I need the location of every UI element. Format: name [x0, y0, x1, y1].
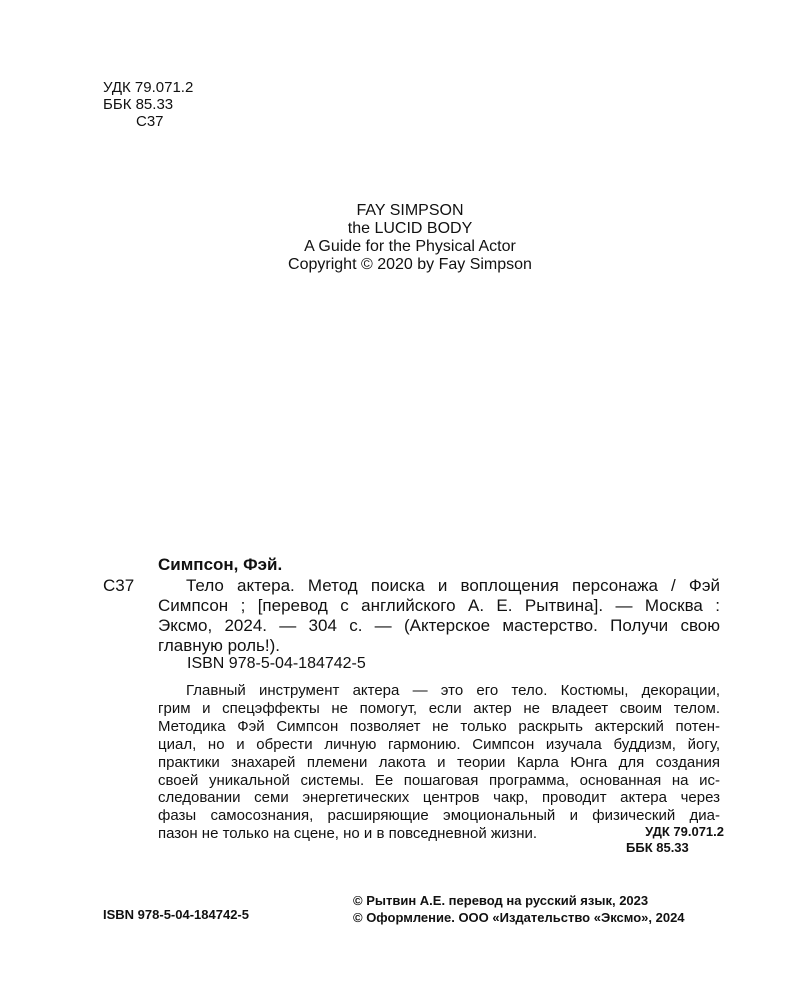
- annotation-line: Главный инструмент актера — это его тело. Костюмы, декорации,: [186, 682, 720, 699]
- copyright-notice: [353, 892, 685, 926]
- footer-isbn: ISBN 978-5-04-184742-5: [103, 907, 249, 922]
- annotation: [158, 682, 720, 843]
- bibliographic-record: [158, 576, 720, 656]
- record-author-heading: Симпсон, Фэй.: [158, 555, 283, 574]
- annotation-line: следовании семи энергетических центров чакр, проводит актера через: [158, 789, 720, 807]
- copyright-design: © Оформление. ООО «Издательство «Эксмо», 2024: [353, 910, 685, 925]
- record-line: главную роль!).: [158, 636, 281, 655]
- copyright-translation: © Рытвин А.Е. перевод на русский язык, 2023: [353, 893, 649, 908]
- author-code-top: С37: [136, 113, 164, 130]
- original-title: the LUCID BODY: [347, 220, 473, 237]
- record-line: Симпсон ; [перевод с английского А. Е. Рытвина]. — Москва :: [158, 596, 720, 615]
- annotation-line: пазон не только на сцене, но и в повседневной жизни.: [158, 825, 538, 843]
- original-subtitle: A Guide for the Physical Actor: [304, 238, 516, 255]
- annotation-line: практики знахарей племени лакота и теории Карла Юнга для создания: [158, 753, 720, 771]
- bbk-code-top: ББК 85.33: [103, 96, 174, 113]
- annotation-line: циал, но и обрести личную гармонию. Симпсон изучала буддизм, йогу,: [158, 735, 720, 753]
- annotation-line: Методика Фэй Симпсон позволяет не только раскрыть актерский потен-: [158, 717, 720, 735]
- original-copyright: Copyright © 2020 by Fay Simpson: [288, 256, 532, 273]
- annotation-line: грим и спецэффекты не помогут, если актер не владеет своим телом.: [158, 699, 720, 717]
- record-isbn: ISBN 978-5-04-184742-5: [187, 655, 366, 672]
- record-line: Тело актера. Метод поиска и воплощения персонажа / Фэй: [186, 576, 720, 595]
- original-edition-block: [150, 202, 670, 274]
- annotation-line: фазы самосознания, расширяющие эмоциональный и физический диа-: [158, 807, 720, 825]
- record-line: Эксмо, 2024. — 304 с. — (Актерское мастерство. Получи свою: [158, 616, 720, 635]
- bbk-code-bottom: ББК 85.33: [626, 840, 689, 855]
- udk-code-top: УДК 79.071.2: [103, 79, 194, 96]
- udk-code-bottom: УДК 79.071.2: [645, 824, 724, 839]
- annotation-line: своей уникальной системы. Ее пошаговая программа, основанная на ис-: [158, 771, 720, 789]
- record-author-code: С37: [103, 576, 135, 595]
- original-author: FAY SIMPSON: [356, 202, 464, 219]
